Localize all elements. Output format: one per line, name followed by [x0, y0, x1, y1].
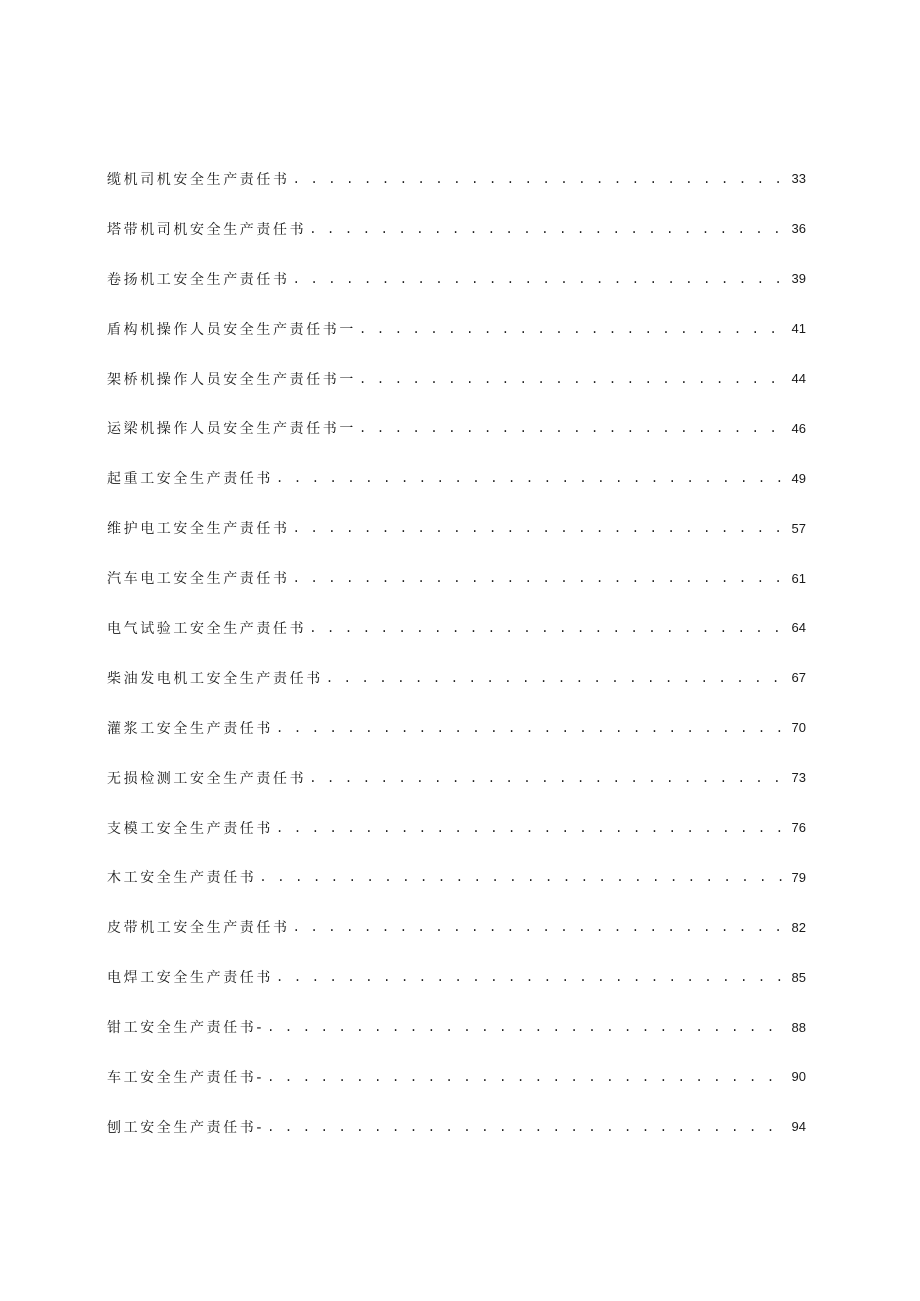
toc-dot-leader [276, 471, 786, 485]
toc-entry-title: 电气试验工安全生产责任书 [107, 620, 307, 637]
toc-dot-leader [309, 621, 786, 635]
toc-entry-title: 塔带机司机安全生产责任书 [107, 221, 307, 238]
toc-dot-leader [359, 322, 786, 336]
toc-dot-leader [326, 671, 786, 685]
toc-entry-title: 维护电工安全生产责任书 [107, 521, 290, 538]
toc-entry[interactable] [107, 403, 806, 453]
toc-entry[interactable] [107, 703, 806, 753]
toc-entry-page: 46 [791, 420, 806, 436]
toc-entry[interactable] [107, 204, 806, 254]
toc-dot-leader [267, 1120, 786, 1134]
toc-entry-title: 起重工安全生产责任书 [107, 471, 273, 488]
toc-entry-page: 44 [791, 371, 806, 386]
toc-entry[interactable] [107, 902, 806, 952]
toc-dot-leader [293, 920, 786, 934]
toc-entry-page: 90 [791, 1069, 806, 1085]
toc-entry-page: 57 [791, 520, 806, 536]
toc-entry-page: 61 [791, 570, 806, 586]
toc-entry[interactable] [107, 1002, 806, 1052]
toc-entry-title: 车工安全生产责任书- [107, 1069, 265, 1086]
toc-dot-leader [359, 421, 786, 435]
toc-entry[interactable] [107, 553, 806, 603]
toc-entry-page: 82 [791, 919, 806, 935]
toc-entry-page: 85 [791, 969, 806, 985]
toc-entry-page: 73 [791, 770, 806, 786]
toc-entry-title: 汽车电工安全生产责任书 [107, 571, 290, 588]
toc-entry[interactable] [107, 753, 806, 803]
toc-entry-page: 49 [791, 470, 806, 486]
toc-entry-title: 盾构机操作人员安全生产责任书一 [107, 321, 356, 338]
toc-dot-leader [293, 172, 786, 186]
toc-dot-leader [293, 521, 786, 535]
toc-entry-title: 木工安全生产责任书 [107, 870, 257, 887]
toc-entry-page: 67 [791, 670, 806, 686]
toc-entry-title: 柴油发电机工安全生产责任书 [107, 670, 323, 687]
toc-entry[interactable] [107, 154, 806, 204]
toc-entry-title: 灌浆工安全生产责任书 [107, 720, 273, 737]
toc-dot-leader [309, 222, 786, 236]
toc-dot-leader [259, 870, 786, 884]
toc-entry-page: 94 [791, 1119, 806, 1135]
toc-entry-page: 64 [791, 620, 806, 636]
toc-entry[interactable] [107, 304, 806, 354]
toc-dot-leader [359, 372, 786, 386]
toc-entry[interactable] [107, 453, 806, 503]
toc-entry-title: 电焊工安全生产责任书 [107, 970, 273, 987]
toc-dot-leader [293, 571, 786, 585]
toc-dot-leader [309, 771, 786, 785]
toc-entry[interactable] [107, 603, 806, 653]
toc-entry[interactable] [107, 653, 806, 703]
toc-entry-page: 33 [791, 171, 806, 187]
toc-entry-page: 88 [791, 1019, 806, 1035]
toc-entry[interactable] [107, 952, 806, 1002]
toc-entry-title: 支模工安全生产责任书 [107, 820, 273, 837]
toc-entry-title: 运梁机操作人员安全生产责任书一 [107, 421, 356, 438]
toc-entry-title: 刨工安全生产责任书- [107, 1119, 265, 1136]
toc-entry[interactable] [107, 354, 806, 404]
toc-entry-title: 缆机司机安全生产责任书 [107, 171, 290, 188]
toc-entry-page: 79 [791, 869, 806, 885]
toc-dot-leader [267, 1070, 786, 1084]
toc-entry-title: 架桥机操作人员安全生产责任书一 [107, 371, 356, 388]
toc-entry-page: 76 [791, 820, 806, 836]
toc-entry[interactable] [107, 1052, 806, 1102]
toc-entry-page: 39 [791, 271, 806, 287]
toc-entry-title: 皮带机工安全生产责任书 [107, 920, 290, 937]
toc-entry[interactable] [107, 503, 806, 553]
toc-dot-leader [267, 1020, 786, 1034]
toc-entry[interactable] [107, 803, 806, 853]
toc-entry-title: 钳工安全生产责任书- [107, 1020, 265, 1037]
toc-entry[interactable] [107, 254, 806, 304]
toc-entry-page: 36 [791, 221, 806, 237]
toc-dot-leader [276, 821, 786, 835]
table-of-contents [107, 154, 806, 1152]
toc-entry-page: 70 [791, 720, 806, 736]
toc-entry-title: 无损检测工安全生产责任书 [107, 770, 307, 787]
toc-dot-leader [293, 272, 786, 286]
toc-entry[interactable] [107, 1102, 806, 1152]
toc-entry-title: 卷扬机工安全生产责任书 [107, 271, 290, 288]
toc-dot-leader [276, 721, 786, 735]
toc-dot-leader [276, 970, 786, 984]
toc-entry[interactable] [107, 852, 806, 902]
toc-entry-page: 41 [791, 321, 806, 337]
